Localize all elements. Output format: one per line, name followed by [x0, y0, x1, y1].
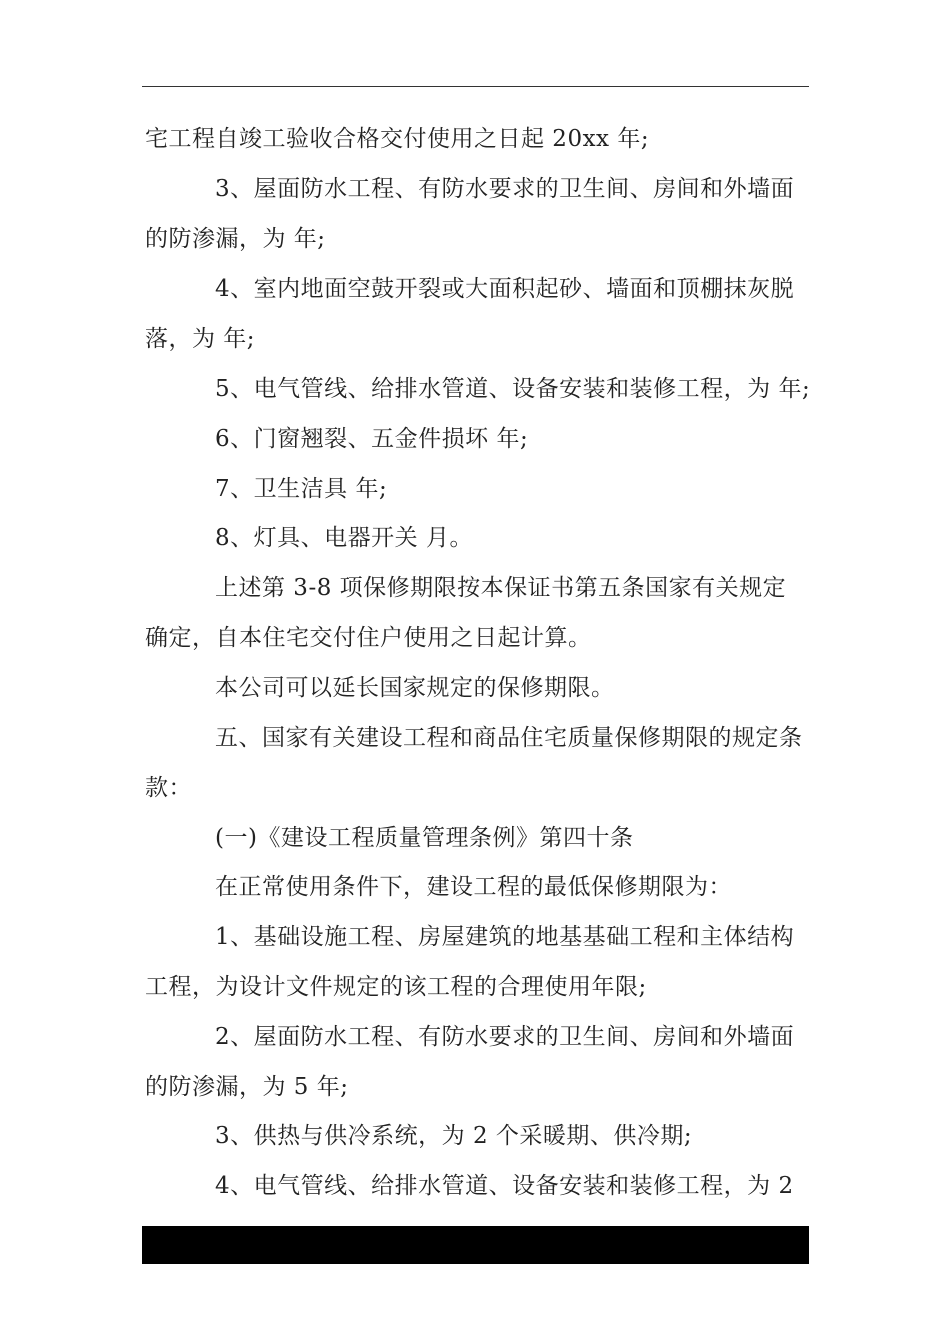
- text-line: 款：: [145, 775, 192, 801]
- text-line: 工程，为设计文件规定的该工程的合理使用年限;: [145, 974, 647, 1000]
- page-number-text: 第 页码 页 / 总页数 总页数 页: [321, 1272, 641, 1293]
- text-line: 4、电气管线、给排水管道、设备安装和装修工程，为 2: [215, 1173, 794, 1199]
- text-line: 3、屋面防水工程、有防水要求的卫生间、房间和外墙面: [215, 176, 795, 202]
- text-line: 2、屋面防水工程、有防水要求的卫生间、房间和外墙面: [215, 1024, 795, 1050]
- text-line: 确定，自本住宅交付住户使用之日起计算。: [145, 625, 592, 651]
- text-line: 1、基础设施工程、房屋建筑的地基基础工程和主体结构: [215, 924, 795, 950]
- text-line: (一)《建设工程质量管理条例》第四十条: [215, 825, 634, 851]
- text-line: 五、国家有关建设工程和商品住宅质量保修期限的规定条: [215, 725, 803, 751]
- text-line: 3、供热与供冷系统，为 2 个采暖期、供冷期;: [215, 1123, 693, 1149]
- text-line: 宅工程自竣工验收合格交付使用之日起 20xx 年;: [145, 126, 650, 152]
- text-line: 5、电气管线、给排水管道、设备安装和装修工程，为 年;: [215, 376, 811, 402]
- text-line: 上述第 3-8 项保修期限按本保证书第五条国家有关规定: [215, 575, 787, 601]
- text-line: 落，为 年;: [145, 326, 256, 352]
- text-line: 的防渗漏，为 年;: [145, 226, 326, 252]
- page-footer: [142, 1226, 809, 1293]
- header-rule: [142, 86, 809, 87]
- text-line: 8、灯具、电器开关 月。: [215, 525, 473, 551]
- text-line: 7、卫生洁具 年;: [215, 476, 388, 502]
- text-line: 的防渗漏，为 5 年;: [145, 1074, 349, 1100]
- text-line: 4、室内地面空鼓开裂或大面积起砂、墙面和顶棚抹灰脱: [215, 276, 795, 302]
- text-line: 在正常使用条件下，建设工程的最低保修期限为：: [215, 874, 732, 900]
- text-line: 6、门窗翘裂、五金件损坏 年;: [215, 426, 529, 452]
- text-line: 本公司可以延长国家规定的保修期限。: [215, 675, 615, 701]
